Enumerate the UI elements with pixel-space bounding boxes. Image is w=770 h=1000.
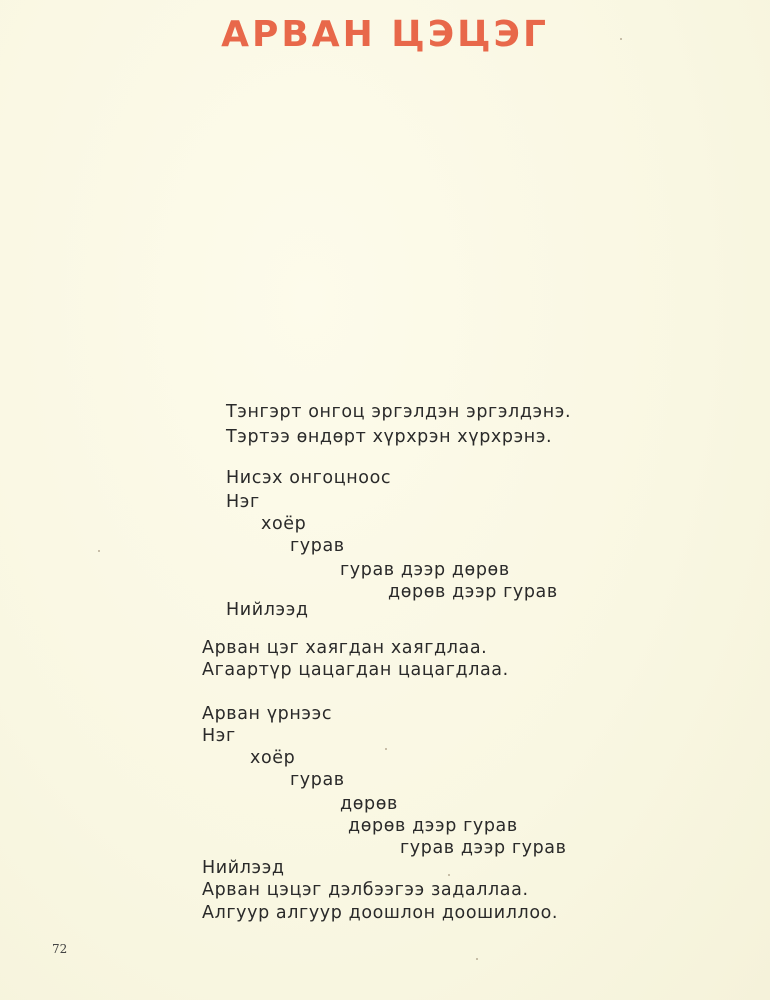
paper-speck	[620, 38, 622, 40]
poem-line: Тэртээ өндөрт хүрхрэн хүрхрэнэ.	[226, 427, 553, 447]
poem-line: гурав дээр гурав	[400, 838, 567, 858]
poem-line: гурав	[290, 536, 345, 556]
paper-speck	[98, 550, 100, 552]
poem-line: Нийлээд	[202, 858, 285, 878]
paper-speck	[385, 748, 387, 750]
poem-line: хоёр	[261, 514, 307, 534]
poem-line: Арван цэг хаягдан хаягдлаа.	[202, 638, 488, 658]
poem-line: дөрөв	[340, 794, 398, 814]
poem-title: АРВАН ЦЭЦЭГ	[221, 14, 549, 55]
paper-speck	[448, 874, 450, 876]
poem-line: Арван цэцэг дэлбээгээ задаллаа.	[202, 880, 529, 900]
poem-line: дөрөв дээр гурав	[388, 582, 558, 602]
poem-line: дөрөв дээр гурав	[348, 816, 518, 836]
poem-line: Нэг	[202, 726, 236, 746]
poem-line: Нисэх онгоцноос	[226, 468, 392, 488]
poem-line: Тэнгэрт онгоц эргэлдэн эргэлдэнэ.	[226, 402, 572, 422]
poem-line: гурав	[290, 770, 345, 790]
paper-speck	[476, 958, 478, 960]
poem-line: Нийлээд	[226, 600, 309, 620]
poem-line: Агаартүр цацагдан цацагдлаа.	[202, 660, 509, 680]
poem-line: Арван үрнээс	[202, 704, 333, 724]
poem-line: хоёр	[250, 748, 296, 768]
page-number: 72	[52, 942, 68, 956]
poem-line: гурав дээр дөрөв	[340, 560, 510, 580]
poem-line: Нэг	[226, 492, 260, 512]
poem-line: Алгуур алгуур доошлон доошиллоо.	[202, 903, 559, 923]
